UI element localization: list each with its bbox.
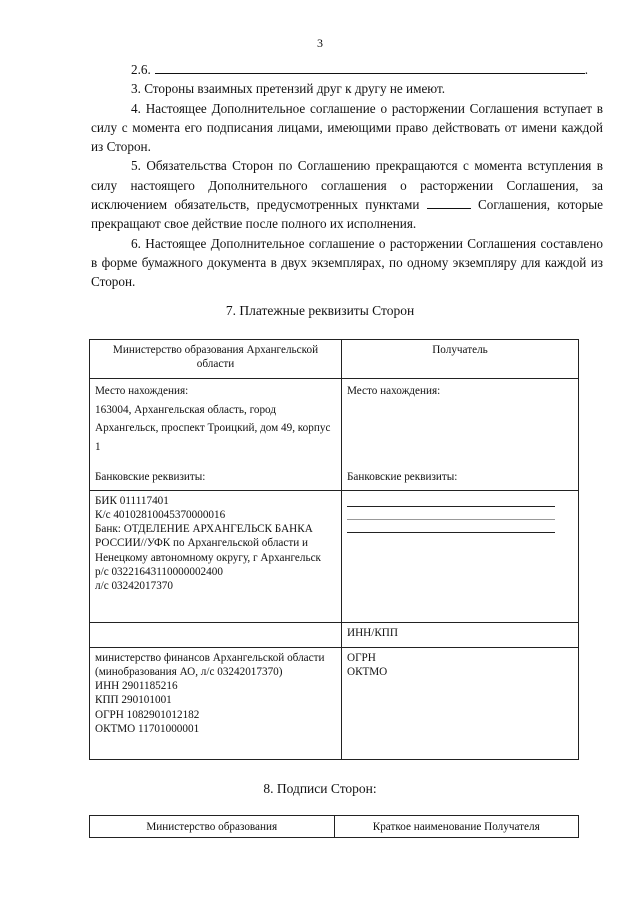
clause-5-part-a: 5. Обязательства Сторон по Соглашению прекращаются с момента вступления в силу настоящего Дополнительного соглашения о расторжении Соглашения, за исключением обязательств, предусмотренных пунктами [91,158,603,213]
table-row [90,340,579,379]
table-row [90,622,579,647]
bank-label: Банковские реквизиты: [347,470,458,483]
clause-2-6-end: . [584,62,589,77]
finance-line: министерство финансов Архангельской области (минобразования АО, л/с 03242017370) [95,651,325,678]
location-left [90,379,342,491]
clause-3: 3. Стороны взаимных претензий друг к другу не имеют. [131,81,446,97]
location-label: Место нахождения: [95,385,189,397]
blank-line [347,507,555,520]
finance-line: ОГРН 1082901012182 [95,708,200,721]
bank-line: р/с 03221643110000002400 [95,565,223,578]
bank-line: К/с 40102810045370000016 [95,508,226,521]
blank-line [155,61,585,74]
blank-line [347,520,555,533]
table-row [90,490,579,622]
finance-right [342,647,579,759]
agreement-body [91,60,603,292]
section-7-title: 7. Платежные реквизиты Сторон [225,303,415,318]
table-row [90,379,579,491]
signatures-table [89,815,579,838]
bank-line: БИК 011117401 [95,494,169,507]
blank-clause-ref [427,196,471,209]
location-address: 163004, Архангельская область, город Архангельск, проспект Троицкий, дом 49, корпус 1 [95,403,331,453]
page-number: 3 [317,36,323,50]
bank-label: Банковские реквизиты: [95,471,206,483]
clause-6: 6. Настоящее Дополнительное соглашение о расторжении Соглашения составлено в форме бумажного документа в двух экземплярах, по одному экземпляру для каждой из Сторон. [91,235,603,290]
finance-line: КПП 290101001 [95,694,172,707]
bank-details-left [90,490,342,622]
inn-kpp-left [90,622,342,647]
payment-details-table [89,339,579,760]
inn-kpp-right: ИНН/КПП [342,622,579,647]
section-8-title: 8. Подписи Сторон: [263,781,377,796]
location-label: Место нахождения: [347,385,441,397]
table-row [90,647,579,759]
location-right [342,379,579,491]
finance-line: ОКТМО [347,665,388,678]
clause-2-6-number: 2.6. [131,62,151,77]
clause-4: 4. Настоящее Дополнительное соглашение о расторжении Соглашения вступает в силу с момента его подписания лицами, имеющими право действовать от имени каждой из Сторон. [91,100,603,155]
clause-5 [91,156,603,233]
table-row [90,816,579,838]
signature-left: Министерство образования [90,816,335,838]
finance-line: ОГРН [347,651,376,664]
finance-line: ИНН 2901185216 [95,680,178,693]
header-right: Получатель [342,340,579,379]
clause-2-6 [91,60,603,79]
bank-line: л/с 03242017370 [95,580,173,593]
clause-5-part-b: Соглашения, которые прекращают свое действие после полного их исполнения. [91,197,604,232]
location-empty [347,401,573,456]
blank-line [347,494,555,507]
bank-details-right [342,490,579,622]
finance-line: ОКТМО 11701000001 [95,722,200,735]
header-left: Министерство образования Архангельской области [90,340,342,379]
signature-right: Краткое наименование Получателя [334,816,579,838]
bank-line: Банк: ОТДЕЛЕНИЕ АРХАНГЕЛЬСК БАНКА РОССИИ//УФК по Архангельской области и Ненецкому автономному округу, г Архангельск [95,523,321,564]
finance-left [90,647,342,759]
